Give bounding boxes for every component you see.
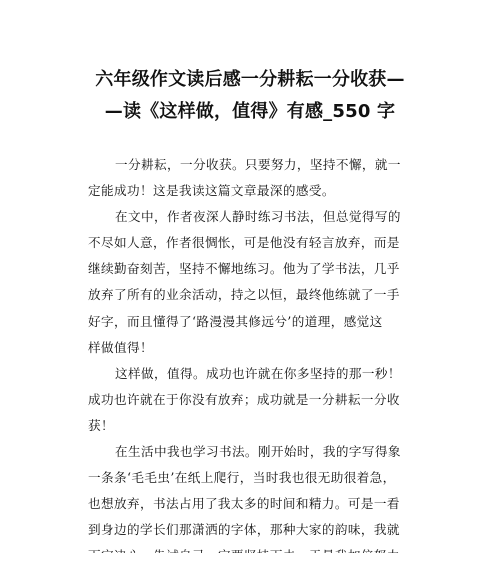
title-line-2: —读《这样做，值得》有感_550 字 — [104, 101, 396, 122]
paragraph-1-line-2: 定能成功！这是我读这篇文章最深的感受。 — [88, 183, 335, 199]
paragraph-2-line-6: 样做值得！ — [88, 339, 153, 355]
paragraph-4-line-3: 也想放弃，书法占用了我太多的时间和精力。可是一看 — [88, 496, 400, 512]
paragraph-2-line-5: 好字，而且懂得了‘路漫漫其修远兮’的道理，感觉这 — [88, 313, 383, 329]
paragraph-1-line-1: 一分耕耘，一分收获。只要努力，坚持不懈，就一 — [115, 157, 401, 172]
page-bottom-edge — [0, 553, 500, 566]
document-title — [60, 64, 440, 128]
paragraph-2-line-2: 不尽如人意，作者很惆怅，可是他没有轻言放弃，而是 — [88, 235, 400, 251]
title-line-1: 六年级作文读后感一分耕耘一分收获— — [95, 69, 405, 90]
paragraph-2-line-3: 继续勤奋刻苦，坚持不懈地练习。他为了学书法，几乎 — [88, 261, 400, 277]
paragraph-4-line-4: 到身边的学长们那潇洒的字体，那种大家的韵味，我就 — [88, 522, 400, 538]
paragraph-3-line-3: 获！ — [88, 417, 114, 433]
paragraph-4-line-1: 在生活中我也学习书法。刚开始时，我的字写得象 — [115, 444, 401, 460]
paragraph-2-line-1: 在文中，作者夜深人静时练习书法，但总觉得写的 — [115, 209, 401, 225]
paragraph-2-line-4: 放弃了所有的业余活动，持之以恒，最终他练就了一手 — [88, 287, 400, 303]
paragraph-3-line-1: 这样做，值得。成功也许就在你多坚持的那一秒！ — [115, 365, 401, 381]
paragraph-4-line-2: 一条条‘毛毛虫’在纸上爬行，当时我也很无助很着急， — [88, 470, 396, 486]
paragraph-3-line-2: 成功也许就在于你没有放弃；成功就是一分耕耘一分收 — [88, 391, 400, 407]
document-body — [88, 152, 418, 570]
